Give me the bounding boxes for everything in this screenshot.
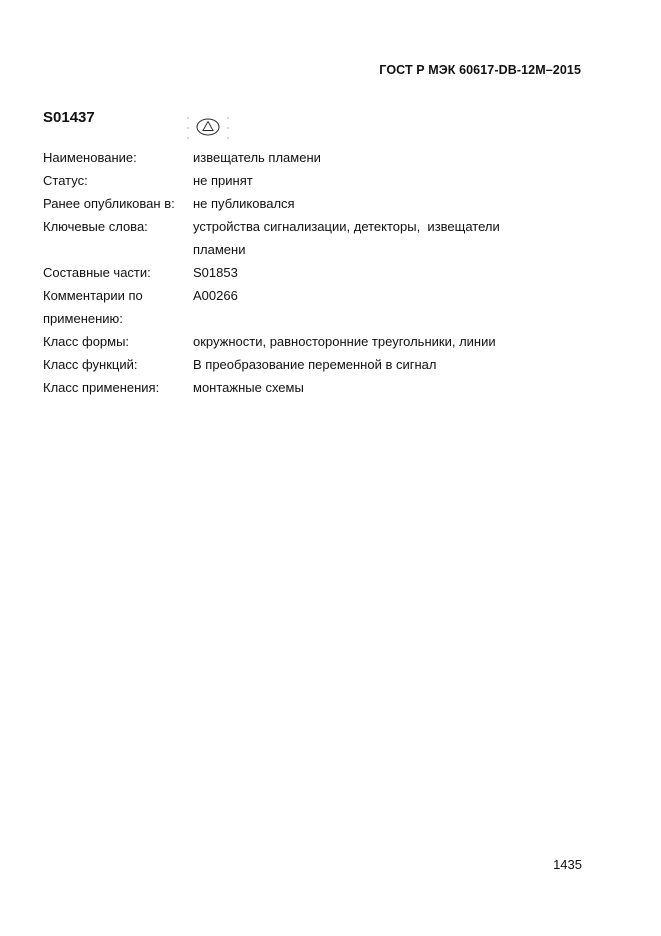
field-label-continued: применению:	[43, 311, 123, 326]
field-value: устройства сигнализации, детекторы, извещатели	[193, 219, 500, 234]
field-row	[43, 330, 563, 353]
field-value: не принят	[193, 173, 253, 188]
field-label: Класс функций:	[43, 357, 138, 372]
symbol-code: S01437	[43, 109, 95, 126]
field-value: S01853	[193, 265, 238, 280]
field-label: Статус:	[43, 173, 88, 188]
document-header: ГОСТ Р МЭК 60617-DB-12M–2015	[379, 63, 581, 77]
field-row	[43, 353, 563, 376]
field-label: Наименование:	[43, 150, 137, 165]
field-row	[43, 261, 563, 284]
field-value: A00266	[193, 288, 238, 303]
field-row	[43, 192, 563, 215]
field-value: монтажные схемы	[193, 380, 304, 395]
attribute-table	[43, 146, 563, 399]
field-value: В преобразование переменной в сигнал	[193, 357, 437, 372]
field-label: Класс формы:	[43, 334, 130, 349]
field-label: Класс применения:	[43, 380, 160, 395]
page-number: 1435	[553, 857, 582, 872]
triangle-in-circle-icon	[186, 116, 230, 140]
field-value: не публиковался	[193, 196, 295, 211]
field-value: окружности, равносторонние треугольники, линии	[193, 334, 496, 349]
field-label: Комментарии по	[43, 288, 143, 303]
field-value: извещатель пламени	[193, 150, 321, 165]
field-label: Ключевые слова:	[43, 219, 148, 234]
field-label: Ранее опубликован в:	[43, 196, 175, 211]
field-row	[43, 146, 563, 169]
field-row	[43, 215, 563, 261]
field-row	[43, 284, 563, 330]
field-value-continued: пламени	[193, 242, 246, 257]
field-row	[43, 376, 563, 399]
field-row	[43, 169, 563, 192]
field-label: Составные части:	[43, 265, 151, 280]
